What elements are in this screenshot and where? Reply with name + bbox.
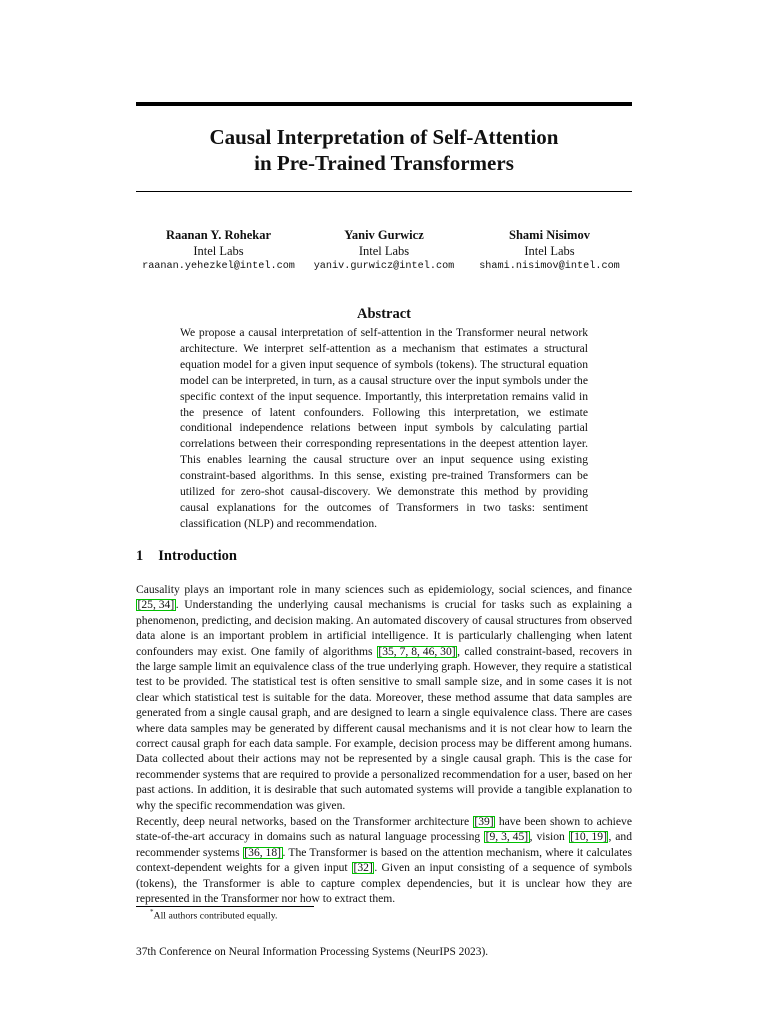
citation-link[interactable]: [32] [353,861,373,875]
section-heading [136,548,237,565]
author-email[interactable]: shami.nisimov@intel.com [479,261,620,272]
title-line-2: in Pre-Trained Transformers [254,151,514,175]
citation-link[interactable]: [25, 34] [137,598,175,612]
venue-footer: 37th Conference on Neural Information Processing Systems (NeurIPS 2023). [136,946,489,958]
text-run: . Understanding the underlying causal mechanisms is crucial for tasks such as explaining a phenomenon, predicting, and decision making. An automated discovery of causal structures from observed data alone is an important problem in artificial intelligence. It is particularly challenging when latent confounders may exist. One family of algorithms [136,598,632,658]
author-2 [302,227,467,275]
author-3 [467,227,632,275]
footnote-rule [136,906,314,907]
citation-link[interactable]: [36, 18] [244,845,282,859]
intro-paragraph-1 [136,582,632,813]
text-run: , vision [529,830,569,844]
citation-link[interactable]: [35, 7, 8, 46, 30] [378,644,456,658]
text-run: . The Transformer is based on the attention mechanism, where it calculates context-dependent weights for a given input [136,845,633,875]
section-number: 1 [136,548,144,564]
author-name: Yaniv Gurwicz [344,228,424,242]
abstract-text: We propose a causal interpretation of self-attention in the Transformer neural network architecture. We interpret self-attention as a mechanism that estimates a structural equation model for a given input sequence of symbols (tokens). The structural equation model can be interpreted, in turn, as a causal structure over the input symbols under the specific context of the input sequence. Importantly, this interpretation remains valid in the presence of latent confounders. Following this interpretation, we estimate conditional independence relations between input symbols by calculating partial correlations between their corresponding representations in the deepest attention layer. This enables learning the causal structure over an input sequence using existing constraint-based algorithms. In this sense, existing pre-trained Transformers can be utilized for zero-shot causal-discovery. We demonstrate this method by providing causal explanations for the outcomes of Transformers in two tasks: sentiment classification (NLP) and recommendation. [180,326,588,530]
text-run: , called constraint-based, recovers in the large sample limit an equivalence class of the true underlying graph. However, they require a statistical test to be provided. The statistical test is often sensitive to small sample size, and in some cases it is not clear which statistical test is suitable for the data. Moreover, these method assume that data samples are generated from a single causal graph, and are designed to learn a single equivalence class. There are cases where data samples may be generated by different causal mechanisms and it is not clear how to learn the correct causal graph for each data sample. For example, decision process may be different among humans. Data collected about their actions may not be represented by a single causal graph. This is the case for recommender systems that are required to provide a personalized recommendation for a user, based on her past actions. In addition, it is desirable that such automated systems will provide a tangible explanation to why the specific recommendation was given. [136,644,632,812]
text-run: Causality plays an important role in many sciences such as epidemiology, social sciences, and finance [136,583,632,596]
title-rule [136,191,632,192]
author-email[interactable]: raanan.yehezkel@intel.com [142,261,295,272]
author-name: Shami Nisimov [509,228,590,242]
footnote-mark: * [150,908,154,916]
citation-link[interactable]: [39] [474,815,494,828]
footnote-text: All authors contributed equally. [153,910,278,922]
author-block [136,227,632,275]
citation-link[interactable]: [10, 19] [570,830,607,844]
text-run: . Given an input consisting of a sequence of symbols (tokens), the Transformer is able to capture complex dependencies, but it is unclear how they are represented in the Transformer nor how to extract them. [136,861,632,906]
footnote [150,908,277,921]
abstract-heading: Abstract [357,306,411,322]
title-line-1: Causal Interpretation of Self-Attention [209,125,559,149]
text-run: Recently, deep neural networks, based on the Transformer architecture [136,815,473,828]
author-affiliation: Intel Labs [193,244,244,258]
author-affiliation: Intel Labs [524,244,575,258]
citation-link[interactable]: [9, 3, 45] [485,830,529,844]
text-run: have been shown to achieve state-of-the-art accuracy in domains such as natural language processing [136,815,632,844]
author-email[interactable]: yaniv.gurwicz@intel.com [313,261,455,272]
section-title: Introduction [158,548,237,564]
intro-paragraph-2 [136,814,632,906]
author-affiliation: Intel Labs [358,244,410,258]
top-rule [136,102,632,106]
author-name: Raanan Y. Rohekar [166,228,271,242]
paper-title [136,124,632,176]
author-1 [136,227,301,275]
text-run: , and recommender systems [136,830,632,859]
